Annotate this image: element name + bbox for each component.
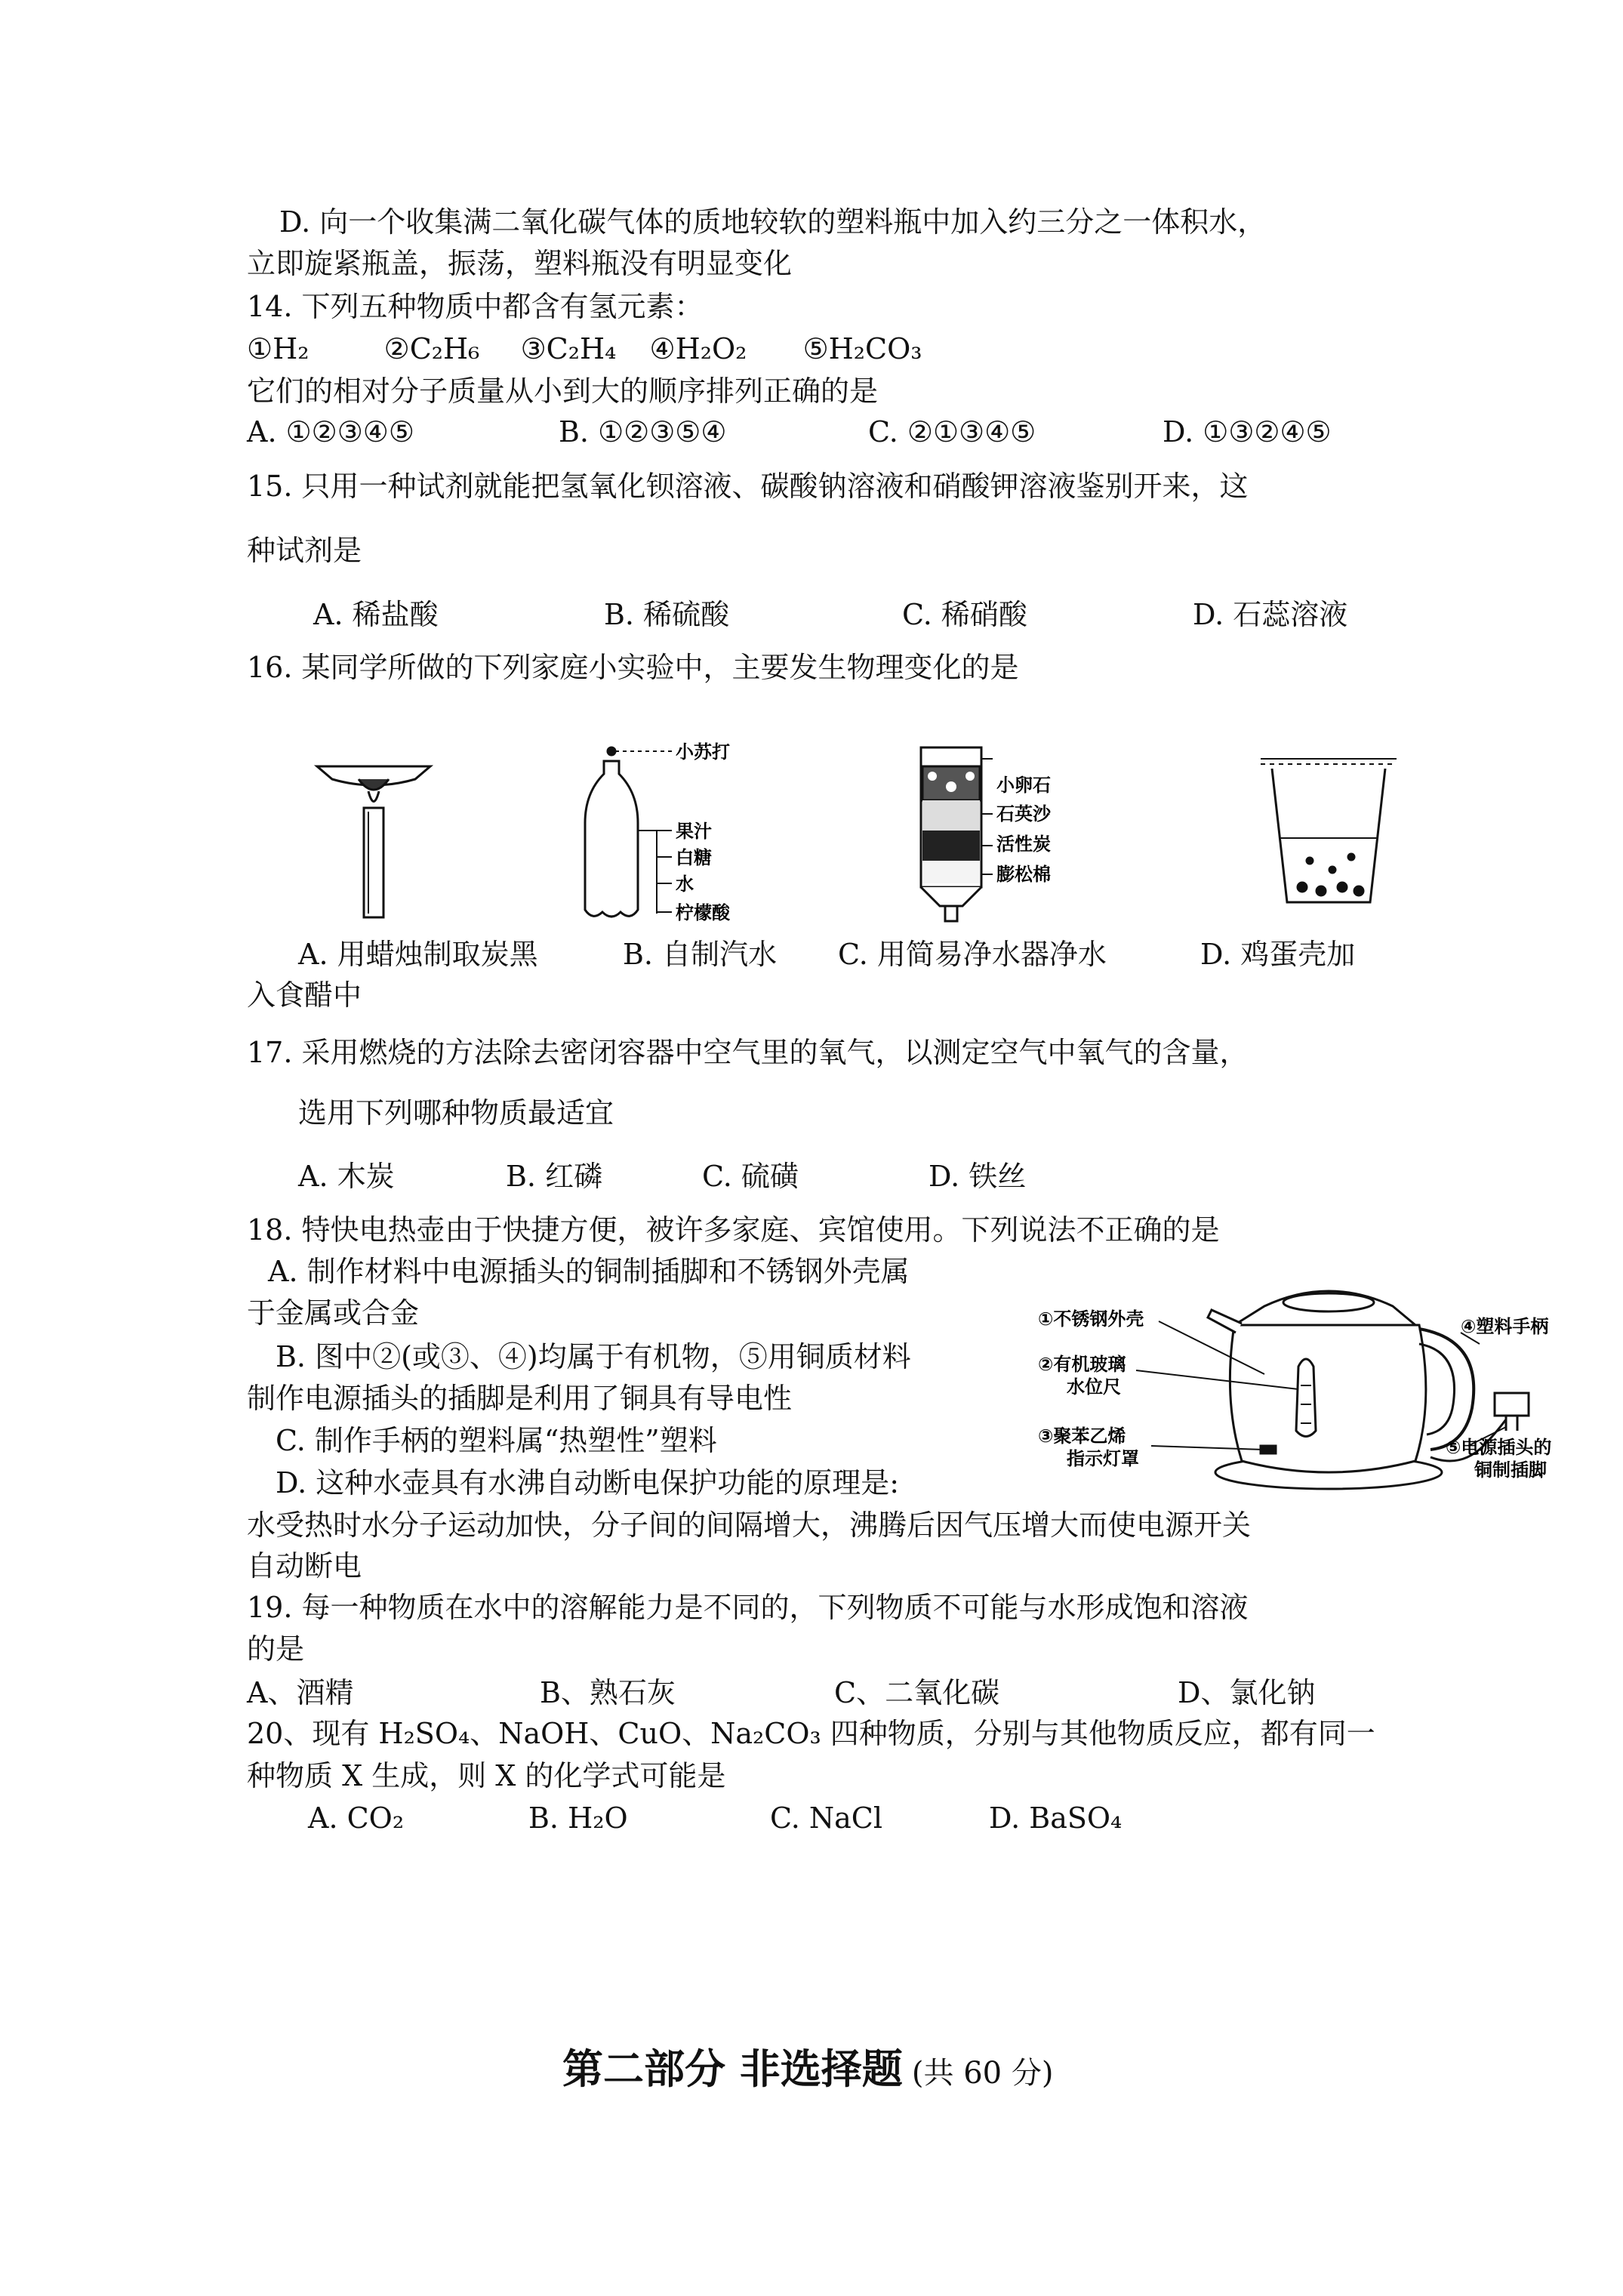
label-juice: 果汁	[676, 821, 712, 842]
soda-bottle-figure	[585, 747, 672, 917]
eggshell-vinegar-figure	[1261, 759, 1397, 902]
q19-option-a: A、酒精	[247, 1676, 354, 1709]
label-carbon: 活性炭	[996, 834, 1051, 855]
q19-stem-line1: 19. 每一种物质在水中的溶解能力是不同的，下列物质不可能与水形成饱和溶液	[247, 1591, 1249, 1624]
label-soda: 小苏打	[676, 741, 730, 763]
q14-formula-2: ②C₂H₆	[383, 332, 480, 365]
q17-option-b: B. 红磷	[506, 1160, 603, 1193]
label-water: 水	[676, 874, 694, 895]
q14-stem: 14. 下列五种物质中都含有氢元素：	[247, 290, 704, 323]
kettle-label-1: ①不锈钢外壳	[1038, 1308, 1144, 1330]
q20-option-b: B. H₂O	[528, 1801, 628, 1835]
q16-option-d-cont: 入食醋中	[247, 978, 362, 1012]
q16-option-c: C. 用简易净水器净水	[838, 938, 1107, 971]
q18-option-d-line2: 水受热时水分子运动加快，分子间的间隔增大，沸腾后因气压增大而使电源开关	[247, 1509, 1252, 1542]
q17-stem-line1: 17. 采用燃烧的方法除去密闭容器中空气里的氧气，以测定空气中氧气的含量，	[247, 1036, 1249, 1069]
q14-formula-4: ④H₂O₂	[649, 332, 747, 365]
part2-title: 第二部分 非选择题	[562, 2045, 903, 2093]
kettle-label-2a: ②有机玻璃	[1038, 1354, 1126, 1375]
q16-stem: 16. 某同学所做的下列家庭小实验中，主要发生物理变化的是	[247, 651, 1019, 684]
q18-option-c: C. 制作手柄的塑料属“热塑性”塑料	[276, 1424, 717, 1457]
q16-option-b: B. 自制汽水	[623, 938, 778, 971]
q14-option-d: D. ①③②④⑤	[1163, 415, 1332, 448]
q16-option-a: A. 用蜡烛制取炭黑	[298, 938, 538, 971]
kettle-label-4: ④塑料手柄	[1461, 1316, 1549, 1337]
label-pebble: 小卵石	[996, 775, 1051, 796]
q14-option-a: A. ①②③④⑤	[247, 415, 414, 448]
kettle-label-3a: ③聚苯乙烯	[1038, 1425, 1126, 1447]
q18-option-a-line2: 于金属或合金	[247, 1296, 420, 1330]
kettle-label-3b: 指示灯罩	[1067, 1448, 1139, 1469]
kettle-label-2b: 水位尺	[1067, 1376, 1121, 1398]
q15-option-c: C. 稀硝酸	[902, 598, 1027, 631]
q15-option-d: D. 石蕊溶液	[1193, 598, 1348, 631]
q13-option-d-line2: 立即旋紧瓶盖，振荡，塑料瓶没有明显变化	[247, 247, 793, 280]
q16-figures	[302, 732, 1434, 929]
q13-option-d-line1: D. 向一个收集满二氧化碳气体的质地较软的塑料瓶中加入约三分之一体积水，	[279, 205, 1267, 239]
q19-option-c: C、二氧化碳	[834, 1676, 1000, 1709]
q19-option-d: D、氯化钠	[1178, 1676, 1316, 1709]
q14-formula-5: ⑤H₂CO₃	[802, 332, 922, 365]
label-sugar: 白糖	[676, 847, 712, 868]
q15-stem-line1: 15. 只用一种试剂就能把氢氧化钡溶液、碳酸钠溶液和硝酸钾溶液鉴别开来，这	[247, 470, 1249, 503]
q17-option-a: A. 木炭	[298, 1160, 395, 1193]
water-filter-figure	[921, 747, 993, 921]
q14-formula-list	[247, 331, 922, 367]
part2-heading	[562, 2042, 1053, 2100]
q15-stem-line2: 种试剂是	[247, 534, 362, 567]
q14-question: 它们的相对分子质量从小到大的顺序排列正确的是	[247, 374, 879, 408]
kettle-label-5a: ⑤电源插头的	[1446, 1437, 1552, 1458]
q18-option-b-line2: 制作电源插头的插脚是利用了铜具有导电性	[247, 1382, 793, 1415]
kettle-figure	[1038, 1257, 1566, 1499]
q18-option-d-line1: D. 这种水壶具有水沸自动断电保护功能的原理是:	[276, 1466, 900, 1499]
kettle-label-5b: 铜制插脚	[1474, 1459, 1547, 1481]
q20-option-a: A. CO₂	[308, 1801, 405, 1835]
q14-option-c: C. ②①③④⑤	[868, 415, 1036, 448]
q19-option-b: B、熟石灰	[540, 1676, 676, 1709]
candle-soot-figure	[317, 766, 430, 917]
q20-stem-line2: 种物质 X 生成，则 X 的化学式可能是	[247, 1759, 726, 1792]
q20-option-c: C. NaCl	[770, 1801, 883, 1835]
label-sand: 石英沙	[996, 803, 1051, 824]
q14-formula-3: ③C₂H₄	[520, 332, 617, 365]
label-citric: 柠檬酸	[676, 902, 730, 923]
q15-option-b: B. 稀硫酸	[604, 598, 730, 631]
q17-option-d: D. 铁丝	[929, 1160, 1027, 1193]
q17-option-c: C. 硫磺	[702, 1160, 799, 1193]
q20-stem-line1: 20、现有 H₂SO₄、NaOH、CuO、Na₂CO₃ 四种物质，分别与其他物质反应，都有同一	[247, 1717, 1375, 1750]
q18-stem: 18. 特快电热壶由于快捷方便，被许多家庭、宾馆使用。下列说法不正确的是	[247, 1213, 1220, 1247]
q18-option-b-line1: B. 图中②(或③、④)均属于有机物，⑤用铜质材料	[276, 1340, 911, 1373]
q20-option-d: D. BaSO₄	[989, 1801, 1123, 1835]
label-cotton: 膨松棉	[996, 864, 1051, 885]
q19-stem-line2: 的是	[247, 1632, 305, 1666]
q18-option-d-line3: 自动断电	[247, 1549, 362, 1583]
q15-option-a: A. 稀盐酸	[313, 598, 439, 631]
q18-option-a-line1: A. 制作材料中电源插头的铜制插脚和不锈钢外壳属	[268, 1255, 910, 1288]
q16-option-d: D. 鸡蛋壳加	[1200, 938, 1356, 971]
q14-option-b: B. ①②③⑤④	[559, 415, 727, 448]
part2-subtitle: (共 60 分)	[911, 2056, 1054, 2091]
q17-stem-line2: 选用下列哪种物质最适宜	[298, 1096, 614, 1130]
q14-formula-1: ①H₂	[247, 332, 310, 365]
